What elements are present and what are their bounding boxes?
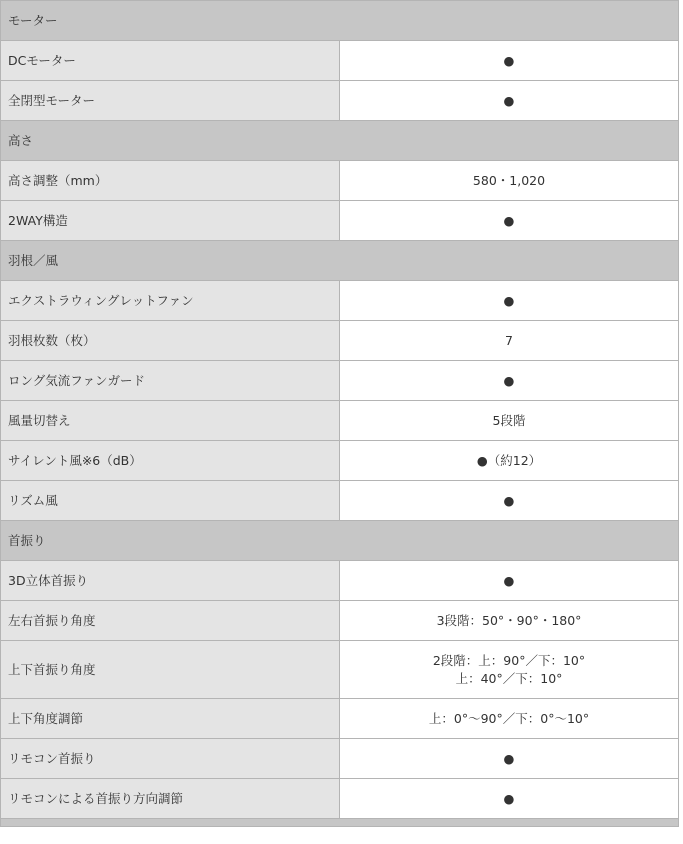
spec-label: リモコン首振り [1, 739, 340, 779]
section-label: 首振り [1, 521, 679, 561]
spec-label: 左右首振り角度 [1, 601, 340, 641]
spec-row-height-adjust [1, 161, 679, 201]
spec-label: 高さ調整（mm） [1, 161, 340, 201]
spec-label: 2WAY構造 [1, 201, 340, 241]
spec-row-2way [1, 201, 679, 241]
spec-value: ● [340, 779, 679, 819]
spec-value: ● [340, 81, 679, 121]
section-row-motor [1, 1, 679, 41]
spec-value-line: 2段階：上：90°／下：10° [432, 652, 586, 668]
spec-label: エクストラウィングレットファン [1, 281, 340, 321]
spec-value: ● [340, 201, 679, 241]
spec-label: 3D立体首振り [1, 561, 340, 601]
spec-row-winglet-fan [1, 281, 679, 321]
spec-label: ロング気流ファンガード [1, 361, 340, 401]
spec-label: 羽根枚数（枚） [1, 321, 340, 361]
spec-row-remote-direction [1, 779, 679, 819]
spec-label: リモコンによる首振り方向調節 [1, 779, 340, 819]
spec-row-enclosed-motor [1, 81, 679, 121]
spec-row-airflow-switch [1, 401, 679, 441]
spec-value: ● [340, 281, 679, 321]
spec-label: リズム風 [1, 481, 340, 521]
spec-value: 580・1,020 [340, 161, 679, 201]
section-row-height [1, 121, 679, 161]
spec-value: ● [340, 739, 679, 779]
spec-value-line: 上：40°／下：10° [455, 670, 563, 686]
spec-value: ● [340, 361, 679, 401]
spec-label: DCモーター [1, 41, 340, 81]
section-label: 羽根／風 [1, 241, 679, 281]
spec-row-rhythm-wind [1, 481, 679, 521]
spec-row-remote-oscillation [1, 739, 679, 779]
spec-value: ● [340, 561, 679, 601]
spec-label: 上下首振り角度 [1, 641, 340, 699]
spec-value: ●（約12） [340, 441, 679, 481]
spec-row-3d-oscillation [1, 561, 679, 601]
spec-value: 5段階 [340, 401, 679, 441]
spec-value: 7 [340, 321, 679, 361]
spec-row-blade-count [1, 321, 679, 361]
spec-label: 全閉型モーター [1, 81, 340, 121]
spec-row-silent-wind [1, 441, 679, 481]
spec-label: サイレント風※6（dB） [1, 441, 340, 481]
spec-value: 上：0°～90°／下：0°～10° [340, 699, 679, 739]
spec-row-dc-motor [1, 41, 679, 81]
spec-label: 風量切替え [1, 401, 340, 441]
spec-row-vertical-angle [1, 641, 679, 699]
section-label: モーター [1, 1, 679, 41]
section-row-blade-wind [1, 241, 679, 281]
section-row-oscillation [1, 521, 679, 561]
spec-row-fan-guard [1, 361, 679, 401]
section-label-clipped [1, 819, 679, 827]
spec-value [340, 641, 679, 699]
spec-value: 3段階：50°・90°・180° [340, 601, 679, 641]
spec-row-vertical-adjust [1, 699, 679, 739]
spec-value: ● [340, 41, 679, 81]
section-row-partial [1, 819, 679, 827]
spec-label: 上下角度調節 [1, 699, 340, 739]
section-label: 高さ [1, 121, 679, 161]
spec-value: ● [340, 481, 679, 521]
spec-row-horizontal-angle [1, 601, 679, 641]
